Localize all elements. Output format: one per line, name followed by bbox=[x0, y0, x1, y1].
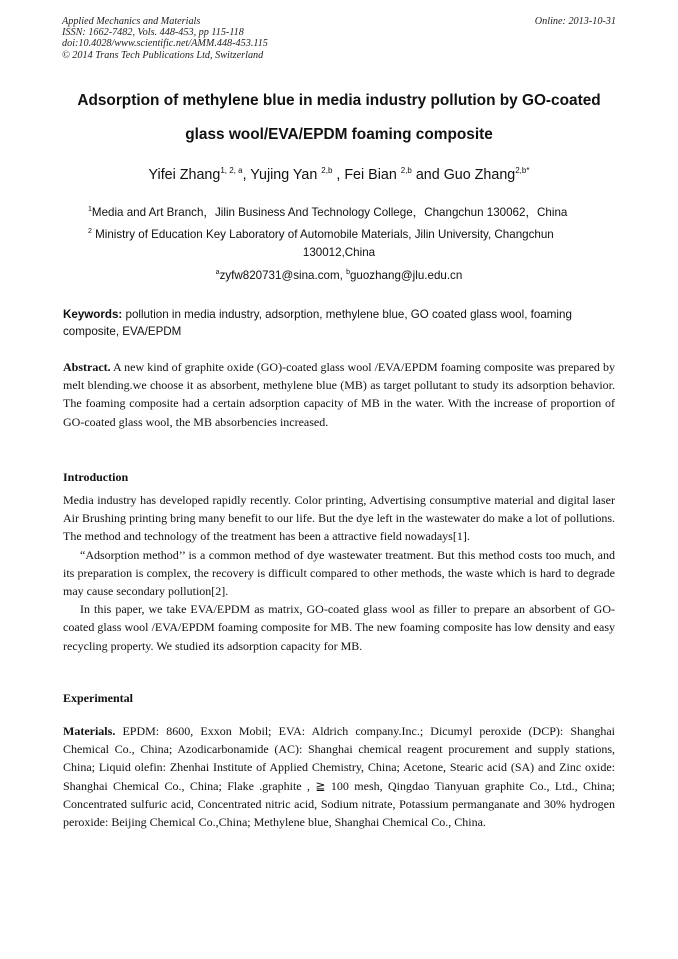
affiliation-2 bbox=[88, 228, 554, 241]
author-sup: 2,b bbox=[321, 166, 333, 175]
author-sup: 2,b bbox=[400, 166, 412, 175]
materials-paragraph bbox=[63, 722, 615, 831]
email-line bbox=[0, 269, 678, 282]
intro-paragraph-3: In this paper, we take EVA/EPDM as matrix, GO-coated glass wool as filler to prepare an absorbent of GO-coated glass wool /EVA/EPDM foaming composite for MB. The new foaming composite has low density and easy recycling property. We studied its adsorption capacity for MB. bbox=[63, 602, 615, 653]
materials-label: Materials. bbox=[63, 724, 116, 738]
intro-paragraph-2: “Adsorption method’’ is a common method of dye wastewater treatment. But this method costs too much, and its preparation is complex, the recovery is difficult compared to other methods, the waste which is hard to degrade may cause secondary pollution[2]. bbox=[63, 547, 615, 599]
materials-text: EPDM: 8600, Exxon Mobil; EVA: Aldrich company.Inc.; Dicumyl peroxide (DCP): Shanghai Chemical Co., China; Azodicarbonamide (AC): Shanghai chemical reagent procurement and supply stations, China; Liquid olefin: Zhenhai Institute of Applied Chemistry, China; Acetone, Stearic acid (SA) and Zinc oxide: Shanghai Chemical Co., China; Flake .graphite , ≧ 100 mesh, Qingdao Tianyuan graphite Co., Ltd., China; Concentrated sulfuric acid, Concentrated nitric acid, Sodium nitrate, Potassium permanganate and 30% hydrogen peroxide: Beijing Chemical Co.,China; Methylene blue, Shanghai Chemical Co., China. bbox=[63, 724, 615, 830]
affiliation-1 bbox=[88, 204, 567, 220]
email-a: zyfw820731@sina.com, bbox=[219, 269, 347, 282]
copyright-line: © 2014 Trans Tech Publications Ltd, Switzerland bbox=[62, 49, 264, 61]
affiliation-text: Media and Art Branch，Jilin Business And Technology College，Changchun 130062，China bbox=[91, 206, 568, 219]
online-date: Online: 2013-10-31 bbox=[534, 16, 616, 27]
paper-title-line-2: glass wool/EVA/EPDM foaming composite bbox=[185, 126, 493, 143]
abstract bbox=[63, 358, 615, 431]
author-name: Fei Bian bbox=[344, 167, 401, 183]
introduction-heading: Introduction bbox=[63, 470, 129, 484]
author-name: Guo Zhang bbox=[443, 167, 516, 183]
intro-paragraph-1: Media industry has developed rapidly recently. Color printing, Advertising consumptive material and digital laser Air Brushing printing bring many benefit to our life. But the dye left in the wastewater do make a lot of pollutions. The method and technology of the treatment has been a attractive field nowadays[1]. bbox=[63, 493, 615, 544]
keywords-text: pollution in media industry, adsorption, methylene blue, GO coated glass wool, foaming composite, EVA/EPDM bbox=[63, 308, 572, 338]
introduction-section bbox=[63, 491, 615, 655]
issn-line: ISSN: 1662-7482, Vols. 448-453, pp 115-118 bbox=[62, 27, 244, 39]
author-list bbox=[40, 166, 638, 183]
affiliation-text: Ministry of Education Key Laboratory of Automobile Materials, Jilin University, Changchun bbox=[91, 228, 554, 241]
author-separator: , bbox=[242, 167, 251, 183]
author-name: Yujing Yan bbox=[250, 167, 322, 183]
author-separator: , bbox=[332, 167, 345, 183]
affiliation-sup: 2 bbox=[88, 228, 92, 235]
email-sup: a bbox=[215, 269, 220, 276]
email-b: guozhang@jlu.edu.cn bbox=[349, 269, 463, 282]
author-sup: 1, 2, a bbox=[220, 166, 243, 175]
author-name: Yifei Zhang bbox=[148, 167, 221, 183]
keywords bbox=[63, 306, 615, 340]
affiliation-2-continued: 130012,China bbox=[302, 246, 376, 259]
affiliation-sup: 1 bbox=[88, 206, 92, 213]
materials-section bbox=[63, 722, 615, 831]
paper-title-line-1: Adsorption of methylene blue in media industry pollution by GO-coated bbox=[77, 92, 601, 109]
journal-name: Applied Mechanics and Materials bbox=[62, 16, 201, 27]
abstract-paragraph bbox=[63, 358, 615, 431]
doi-line: doi:10.4028/www.scientific.net/AMM.448-453.115 bbox=[62, 38, 268, 50]
email-sup: b bbox=[346, 269, 350, 276]
keywords-label: Keywords: bbox=[63, 308, 123, 321]
abstract-label: Abstract. bbox=[63, 360, 111, 374]
journal-header bbox=[62, 16, 616, 61]
experimental-heading: Experimental bbox=[63, 691, 133, 705]
author-sup: 2,b* bbox=[515, 166, 530, 175]
abstract-text: A new kind of graphite oxide (GO)-coated glass wool /EVA/EPDM foaming composite was prepared by melt blending.we choose it as absorbent, methylene blue (MB) as target pollutant to study its adsorption behavior. The foaming composite had a certain adsorption capacity of MB in the water. With the increase of proportion of GO-coated glass wool, the MB absorbencies increased. bbox=[63, 360, 615, 429]
author-separator: and bbox=[411, 167, 444, 183]
